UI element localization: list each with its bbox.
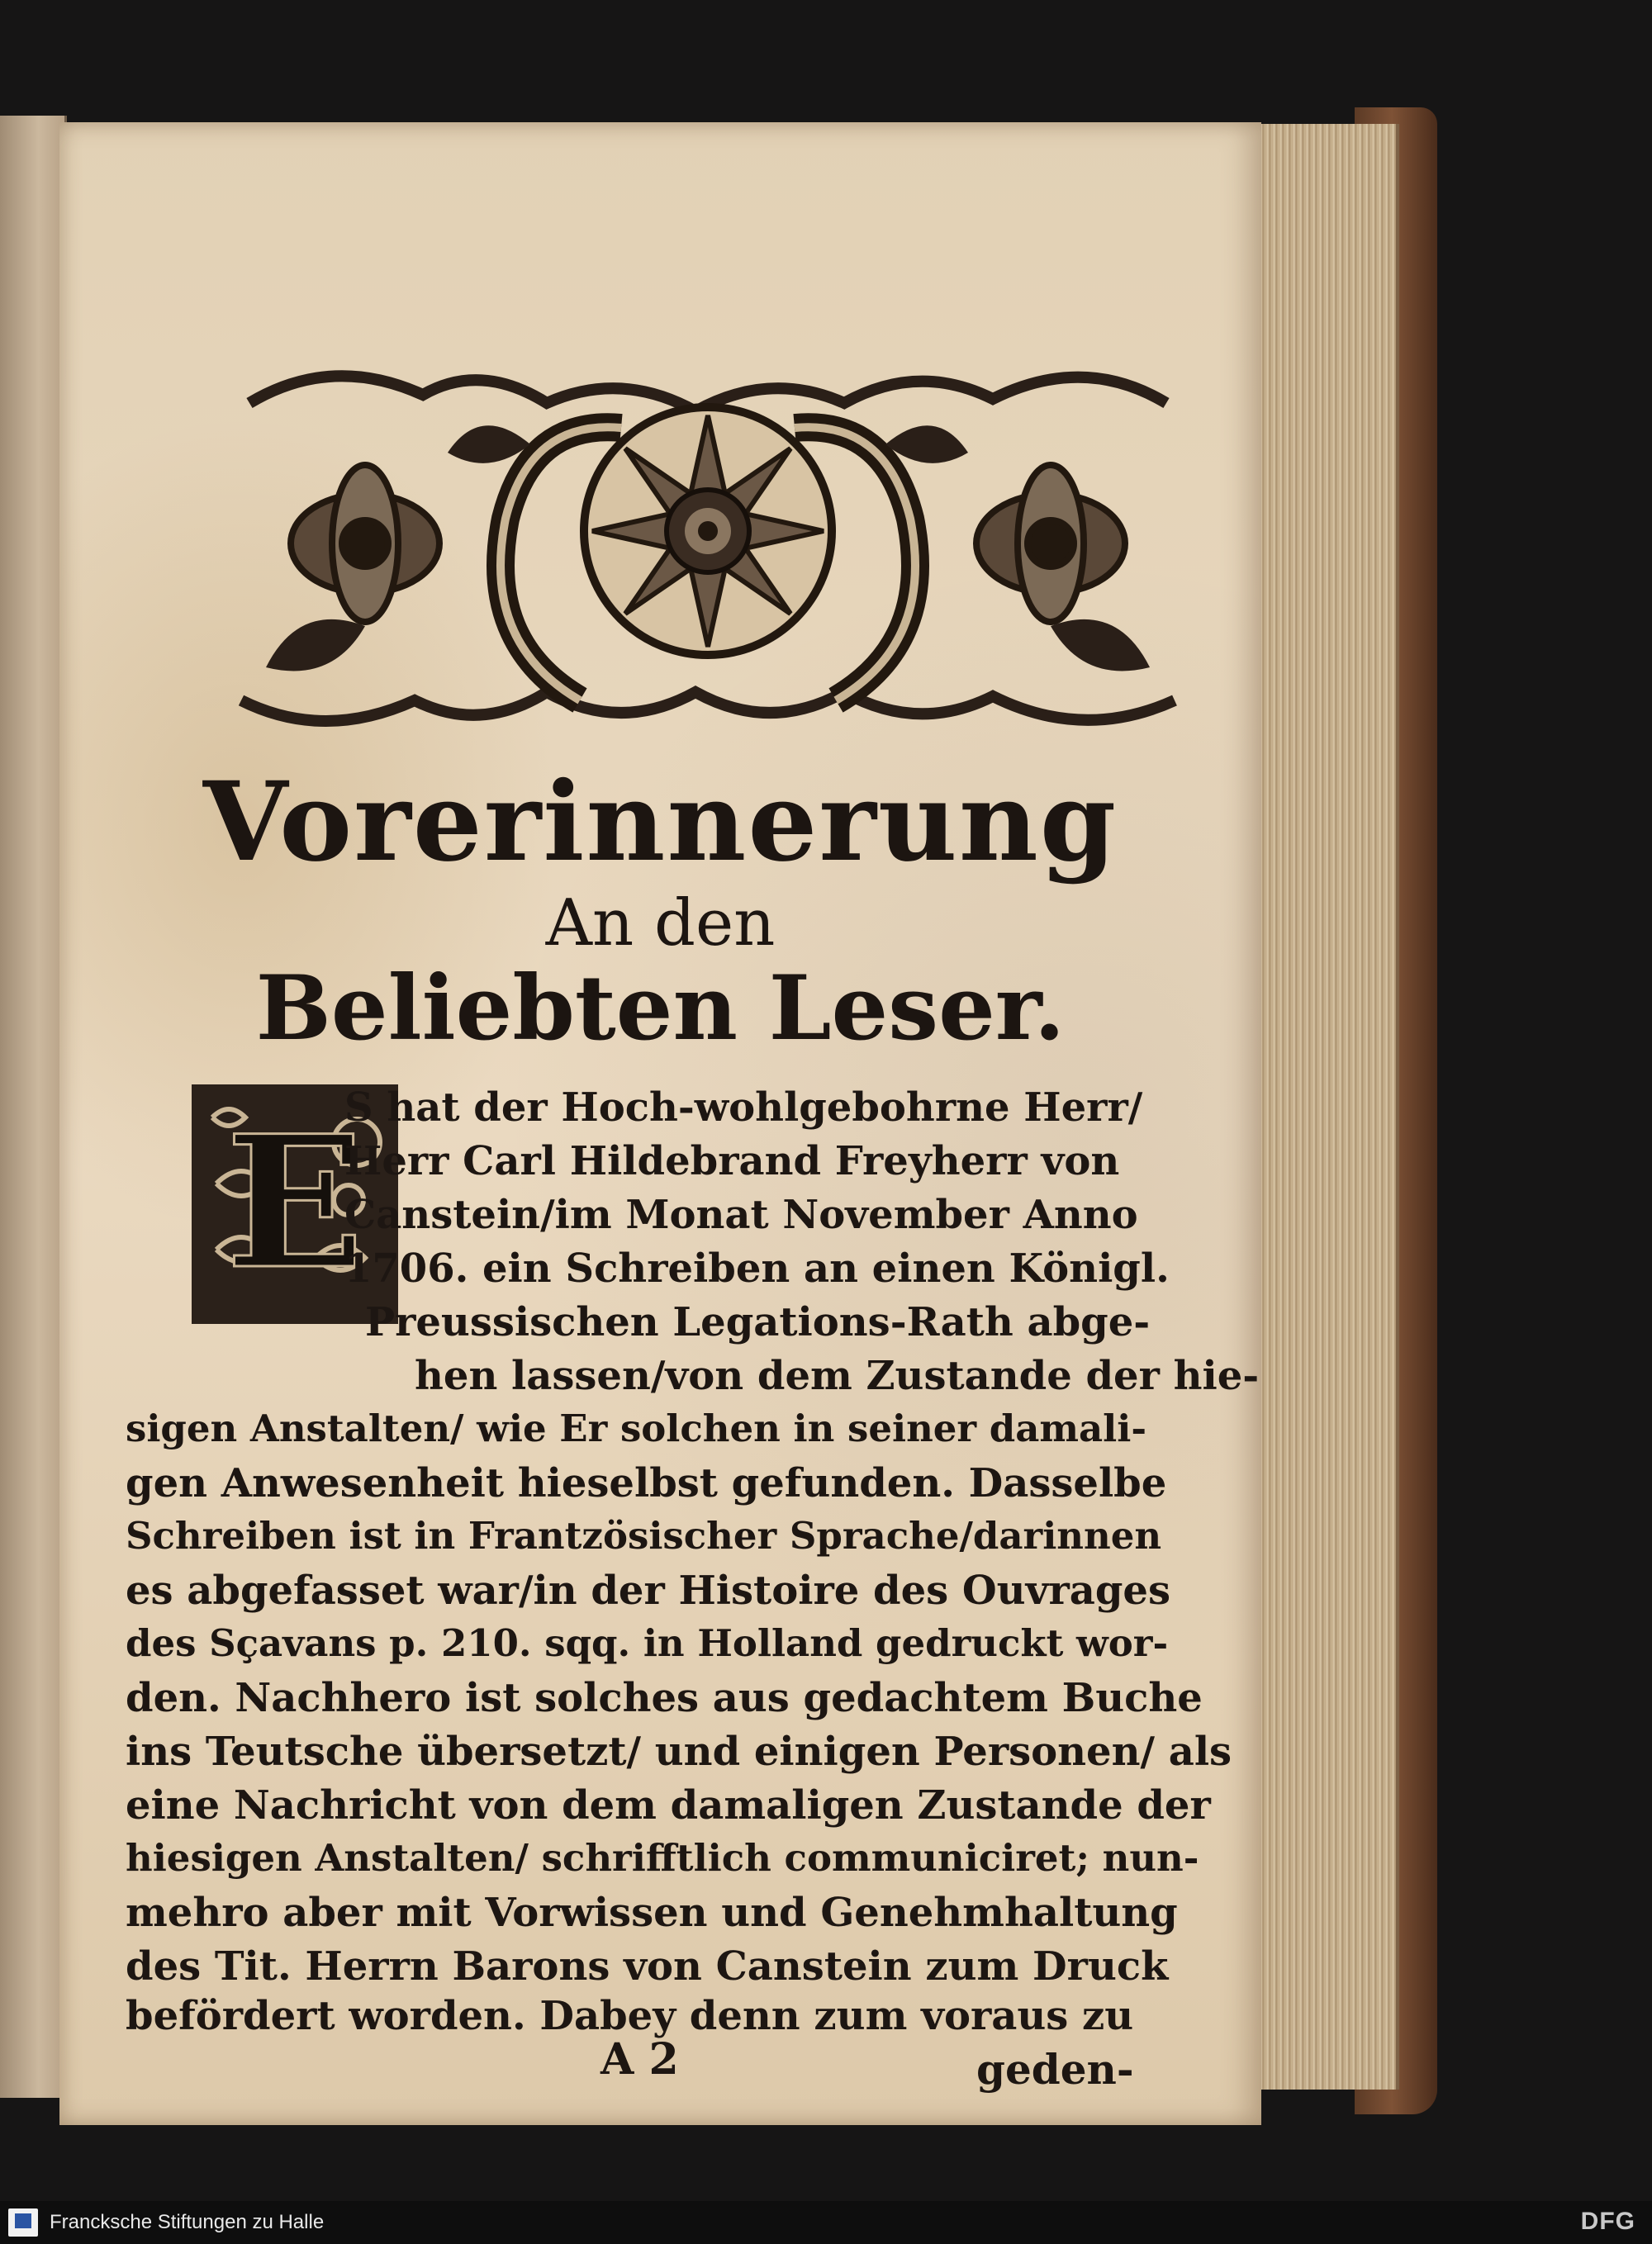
body-line: den. Nachhero ist solches aus gedachtem Buche xyxy=(126,1675,1203,1721)
body-line: sigen Anstalten/ wie Er solchen in seiner damali- xyxy=(126,1407,1147,1450)
page-title: Vorerinnerung xyxy=(202,758,1118,886)
body-line: des Tit. Herrn Barons von Canstein zum Druck xyxy=(126,1943,1169,1990)
body-line: S hat der Hoch-wohlgebohrne Herr/ xyxy=(344,1084,1143,1131)
book-page xyxy=(59,122,1261,2125)
body-line: ins Teutsche übersetzt/ und einigen Personen/ als xyxy=(126,1729,1232,1775)
body-line: 1706. ein Schreiben an einen Königl. xyxy=(344,1245,1170,1292)
subtitle-line-2: Beliebten Leser. xyxy=(255,956,1066,1060)
body-line: Preussischen Legations-Rath abge- xyxy=(365,1299,1151,1345)
body-line: hiesigen Anstalten/ schrifftlich communiciret; nun- xyxy=(126,1836,1199,1880)
left-page-edge xyxy=(0,116,67,2098)
body-line: befördert worden. Dabey denn zum voraus zu xyxy=(126,1993,1134,2039)
initial-letter: E xyxy=(225,1095,364,1309)
viewer-footer xyxy=(0,2201,1652,2244)
body-line: gen Anwesenheit hieselbst gefunden. Dasselbe xyxy=(126,1460,1167,1506)
page-block-edges xyxy=(1239,124,1399,2090)
catchword: geden- xyxy=(976,2045,1134,2094)
body-line: des Sçavans p. 210. sqq. in Holland gedruckt wor- xyxy=(126,1621,1169,1665)
body-line: Canstein/im Monat November Anno xyxy=(344,1192,1138,1238)
body-line: es abgefasset war/in der Histoire des Ouvrages xyxy=(126,1568,1170,1614)
headpiece-ornament xyxy=(233,353,1183,742)
body-line: hen lassen/von dem Zustande der hie- xyxy=(415,1353,1260,1399)
institution-name: Francksche Stiftungen zu Halle xyxy=(50,2211,325,2233)
body-line: mehro aber mit Vorwissen und Genehmhaltung xyxy=(126,1890,1178,1936)
institution-logo-icon xyxy=(8,2208,38,2237)
body-line: Herr Carl Hildebrand Freyherr von xyxy=(344,1138,1120,1184)
body-line: eine Nachricht von dem damaligen Zustande der xyxy=(126,1782,1211,1829)
dfg-logo: DFG xyxy=(1580,2208,1635,2235)
subtitle-line-1: An den xyxy=(545,886,776,961)
body-line: Schreiben ist in Frantzösischer Sprache/darinnen xyxy=(126,1514,1162,1558)
signature-mark: A 2 xyxy=(601,2034,679,2085)
